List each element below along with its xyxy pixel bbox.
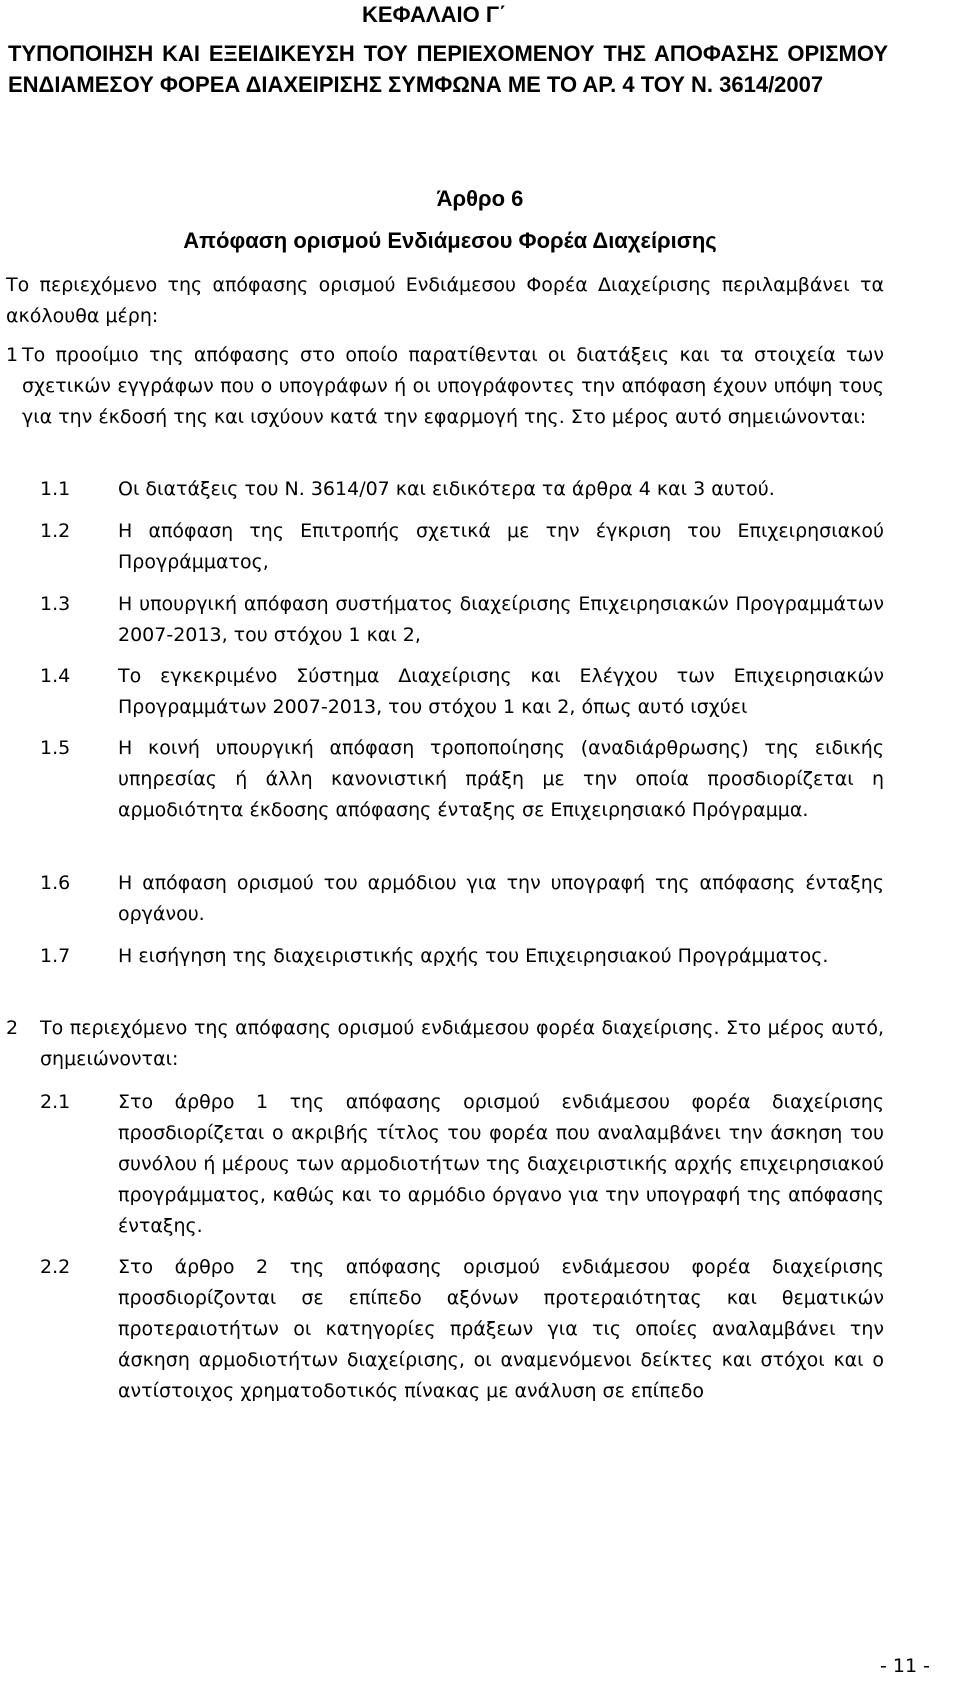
list-item: Η εισήγηση της διαχειριστικής αρχής του Επιχειρησιακού Προγράμματος. [118, 945, 829, 967]
article-heading: Απόφαση ορισμού Ενδιάμεσου Φορέα Διαχείρισης [183, 228, 717, 253]
chapter-heading: ΚΕΦΑΛΑΙΟ Γ΄ [362, 2, 507, 27]
document-title: ΤΥΠΟΠΟΙΗΣΗ ΚΑΙ ΕΞΕΙΔΙΚΕΥΣΗ ΤΟΥ ΠΕΡΙΕΧΟΜΕΝΟΥ ΤΗΣ ΑΠΟΦΑΣΗΣ ΟΡΙΣΜΟΥ ΕΝΔΙΑΜΕΣΟΥ ΦΟΡΕΑ ΔΙΑΧΕΙΡΙΣΗΣ ΣΥΜΦΩΝΑ ΜΕ ΤΟ ΑΡ. 4 ΤΟΥ Ν. 3614/2007 [8, 41, 888, 97]
list-item: Η απόφαση της Επιτροπής σχετικά με την έγκριση του Επιχειρησιακού Προγράμματος, [118, 520, 884, 573]
item-number: 1.3 [40, 593, 71, 615]
item-number: 1.2 [40, 520, 71, 542]
intro-paragraph: Το περιεχόμενο της απόφασης ορισμού Ενδιάμεσου Φορέα Διαχείρισης περιλαμβάνει τα ακόλουθα μέρη: [6, 274, 884, 327]
item-number: 2.2 [40, 1256, 71, 1278]
item-number: 1.4 [40, 665, 71, 687]
item-number: 1.1 [40, 478, 71, 500]
section-text: Το προοίμιο της απόφασης στο οποίο παρατίθενται οι διατάξεις και τα στοιχεία των σχετικών εγγράφων που ο υπογράφων ή οι υπογράφοντες την απόφαση έχουν υπόψη τους για την έκδοσή της και ισχύουν κατά την εφαρμογή της. Στο μέρος αυτό σημειώνονται: [22, 344, 884, 428]
list-item: Το εγκεκριμένο Σύστημα Διαχείρισης και Ελέγχου των Επιχειρησιακών Προγραμμάτων 2007-2013, του στόχου 1 και 2, όπως αυτό ισχύει [118, 665, 884, 718]
list-item: Οι διατάξεις του Ν. 3614/07 και ειδικότερα τα άρθρα 4 και 3 αυτού. [118, 478, 775, 500]
item-number: 1.7 [40, 945, 71, 967]
list-item: Στο άρθρο 1 της απόφασης ορισμού ενδιάμεσου φορέα διαχείρισης προσδιορίζεται ο ακριβής τίτλος του φορέα που αναλαμβάνει την άσκηση του συνόλου ή μέρους των αρμοδιοτήτων της διαχειριστικής αρχής επιχειρησιακού προγράμματος, καθώς και το αρμόδιο όργανο για την υπογραφή της απόφασης ένταξης. [118, 1091, 884, 1237]
article-number: Άρθρο 6 [436, 186, 524, 211]
list-item: Η απόφαση ορισμού του αρμόδιου για την υπογραφή της απόφασης ένταξης οργάνου. [118, 872, 884, 925]
page-number: - 11 - [880, 1655, 930, 1677]
item-number: 1.6 [40, 872, 71, 894]
section-number: 1 [6, 344, 19, 366]
item-number: 2.1 [40, 1091, 71, 1113]
list-item: Η υπουργική απόφαση συστήματος διαχείρισης Επιχειρησιακών Προγραμμάτων 2007-2013, του στόχου 1 και 2, [118, 593, 884, 646]
list-item: Στο άρθρο 2 της απόφασης ορισμού ενδιάμεσου φορέα διαχείρισης προσδιορίζονται σε επίπεδο αξόνων προτεραιότητας και θεματικών προτεραιοτήτων οι κατηγορίες πράξεων για τις οποίες αναλαμβάνει την άσκηση αρμοδιοτήτων διαχείρισης, οι αναμενόμενοι δείκτες και στόχοι και ο αντίστοιχος χρηματοδοτικός πίνακας με ανάλυση σε επίπεδο [118, 1256, 884, 1402]
section-text: Το περιεχόμενο της απόφασης ορισμού ενδιάμεσου φορέα διαχείρισης. Στο μέρος αυτό, σημειώνονται: [40, 1017, 884, 1070]
section-number: 2 [6, 1017, 19, 1039]
list-item: Η κοινή υπουργική απόφαση τροποποίησης (αναδιάρθρωσης) της ειδικής υπηρεσίας ή άλλη κανονιστική πράξη με την οποία προσδιορίζεται η αρμοδιότητα έκδοσης απόφασης ένταξης σε Επιχειρησιακό Πρόγραμμα. [118, 737, 884, 821]
item-number: 1.5 [40, 737, 71, 759]
